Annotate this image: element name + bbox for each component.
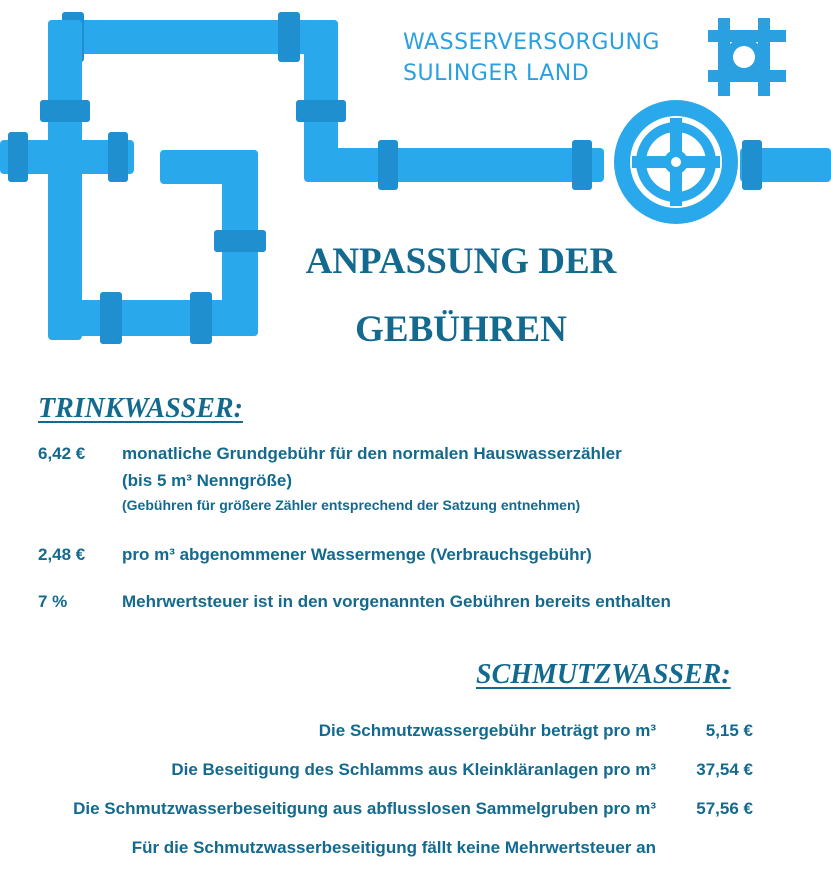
organization-name-line1: WASSERVERSORGUNG — [403, 30, 660, 55]
organization-name-line2: SULINGER LAND — [403, 61, 590, 86]
trinkwasser-text-1b: (bis 5 m³ Nenngröße) — [122, 471, 293, 490]
trinkwasser-text-1: monatliche Grundgebühr für den normalen Hauswasserzähler — [122, 444, 622, 463]
schmutzwasser-heading: SCHMUTZWASSER: — [476, 659, 731, 690]
trinkwasser-price-1: 6,42 € — [38, 444, 86, 463]
schmutzwasser-footnote: Für die Schmutzwasserbeseitigung fällt keine Mehrwertsteuer an — [131, 838, 656, 857]
schmutzwasser-text-1: Die Schmutzwassergebühr beträgt pro m³ — [318, 721, 656, 740]
schmutzwasser-price-3: 57,56 € — [696, 799, 753, 818]
schmutzwasser-text-2: Die Beseitigung des Schlamms aus Kleinkläranlagen pro m³ — [171, 760, 656, 779]
schmutzwasser-text-3: Die Schmutzwasserbeseitigung aus abflusslosen Sammelgruben pro m³ — [73, 799, 656, 818]
trinkwasser-heading: TRINKWASSER: — [38, 393, 243, 424]
trinkwasser-price-2: 2,48 € — [38, 545, 86, 564]
trinkwasser-text-2: pro m³ abgenommener Wassermenge (Verbrauchsgebühr) — [122, 545, 592, 564]
page-title-line1: ANPASSUNG DER — [305, 241, 617, 282]
water-utility-logo-icon — [708, 18, 786, 96]
trinkwasser-text-3: Mehrwertsteuer ist in den vorgenannten Gebühren bereits enthalten — [122, 592, 671, 611]
page-title-line2: GEBÜHREN — [355, 309, 567, 350]
trinkwasser-note-1: (Gebühren für größere Zähler entsprechend der Satzung entnehmen) — [122, 497, 581, 513]
schmutzwasser-price-2: 37,54 € — [696, 760, 753, 779]
valve-wheel-icon — [614, 100, 738, 224]
trinkwasser-price-3: 7 % — [38, 592, 68, 611]
schmutzwasser-price-1: 5,15 € — [705, 721, 753, 740]
